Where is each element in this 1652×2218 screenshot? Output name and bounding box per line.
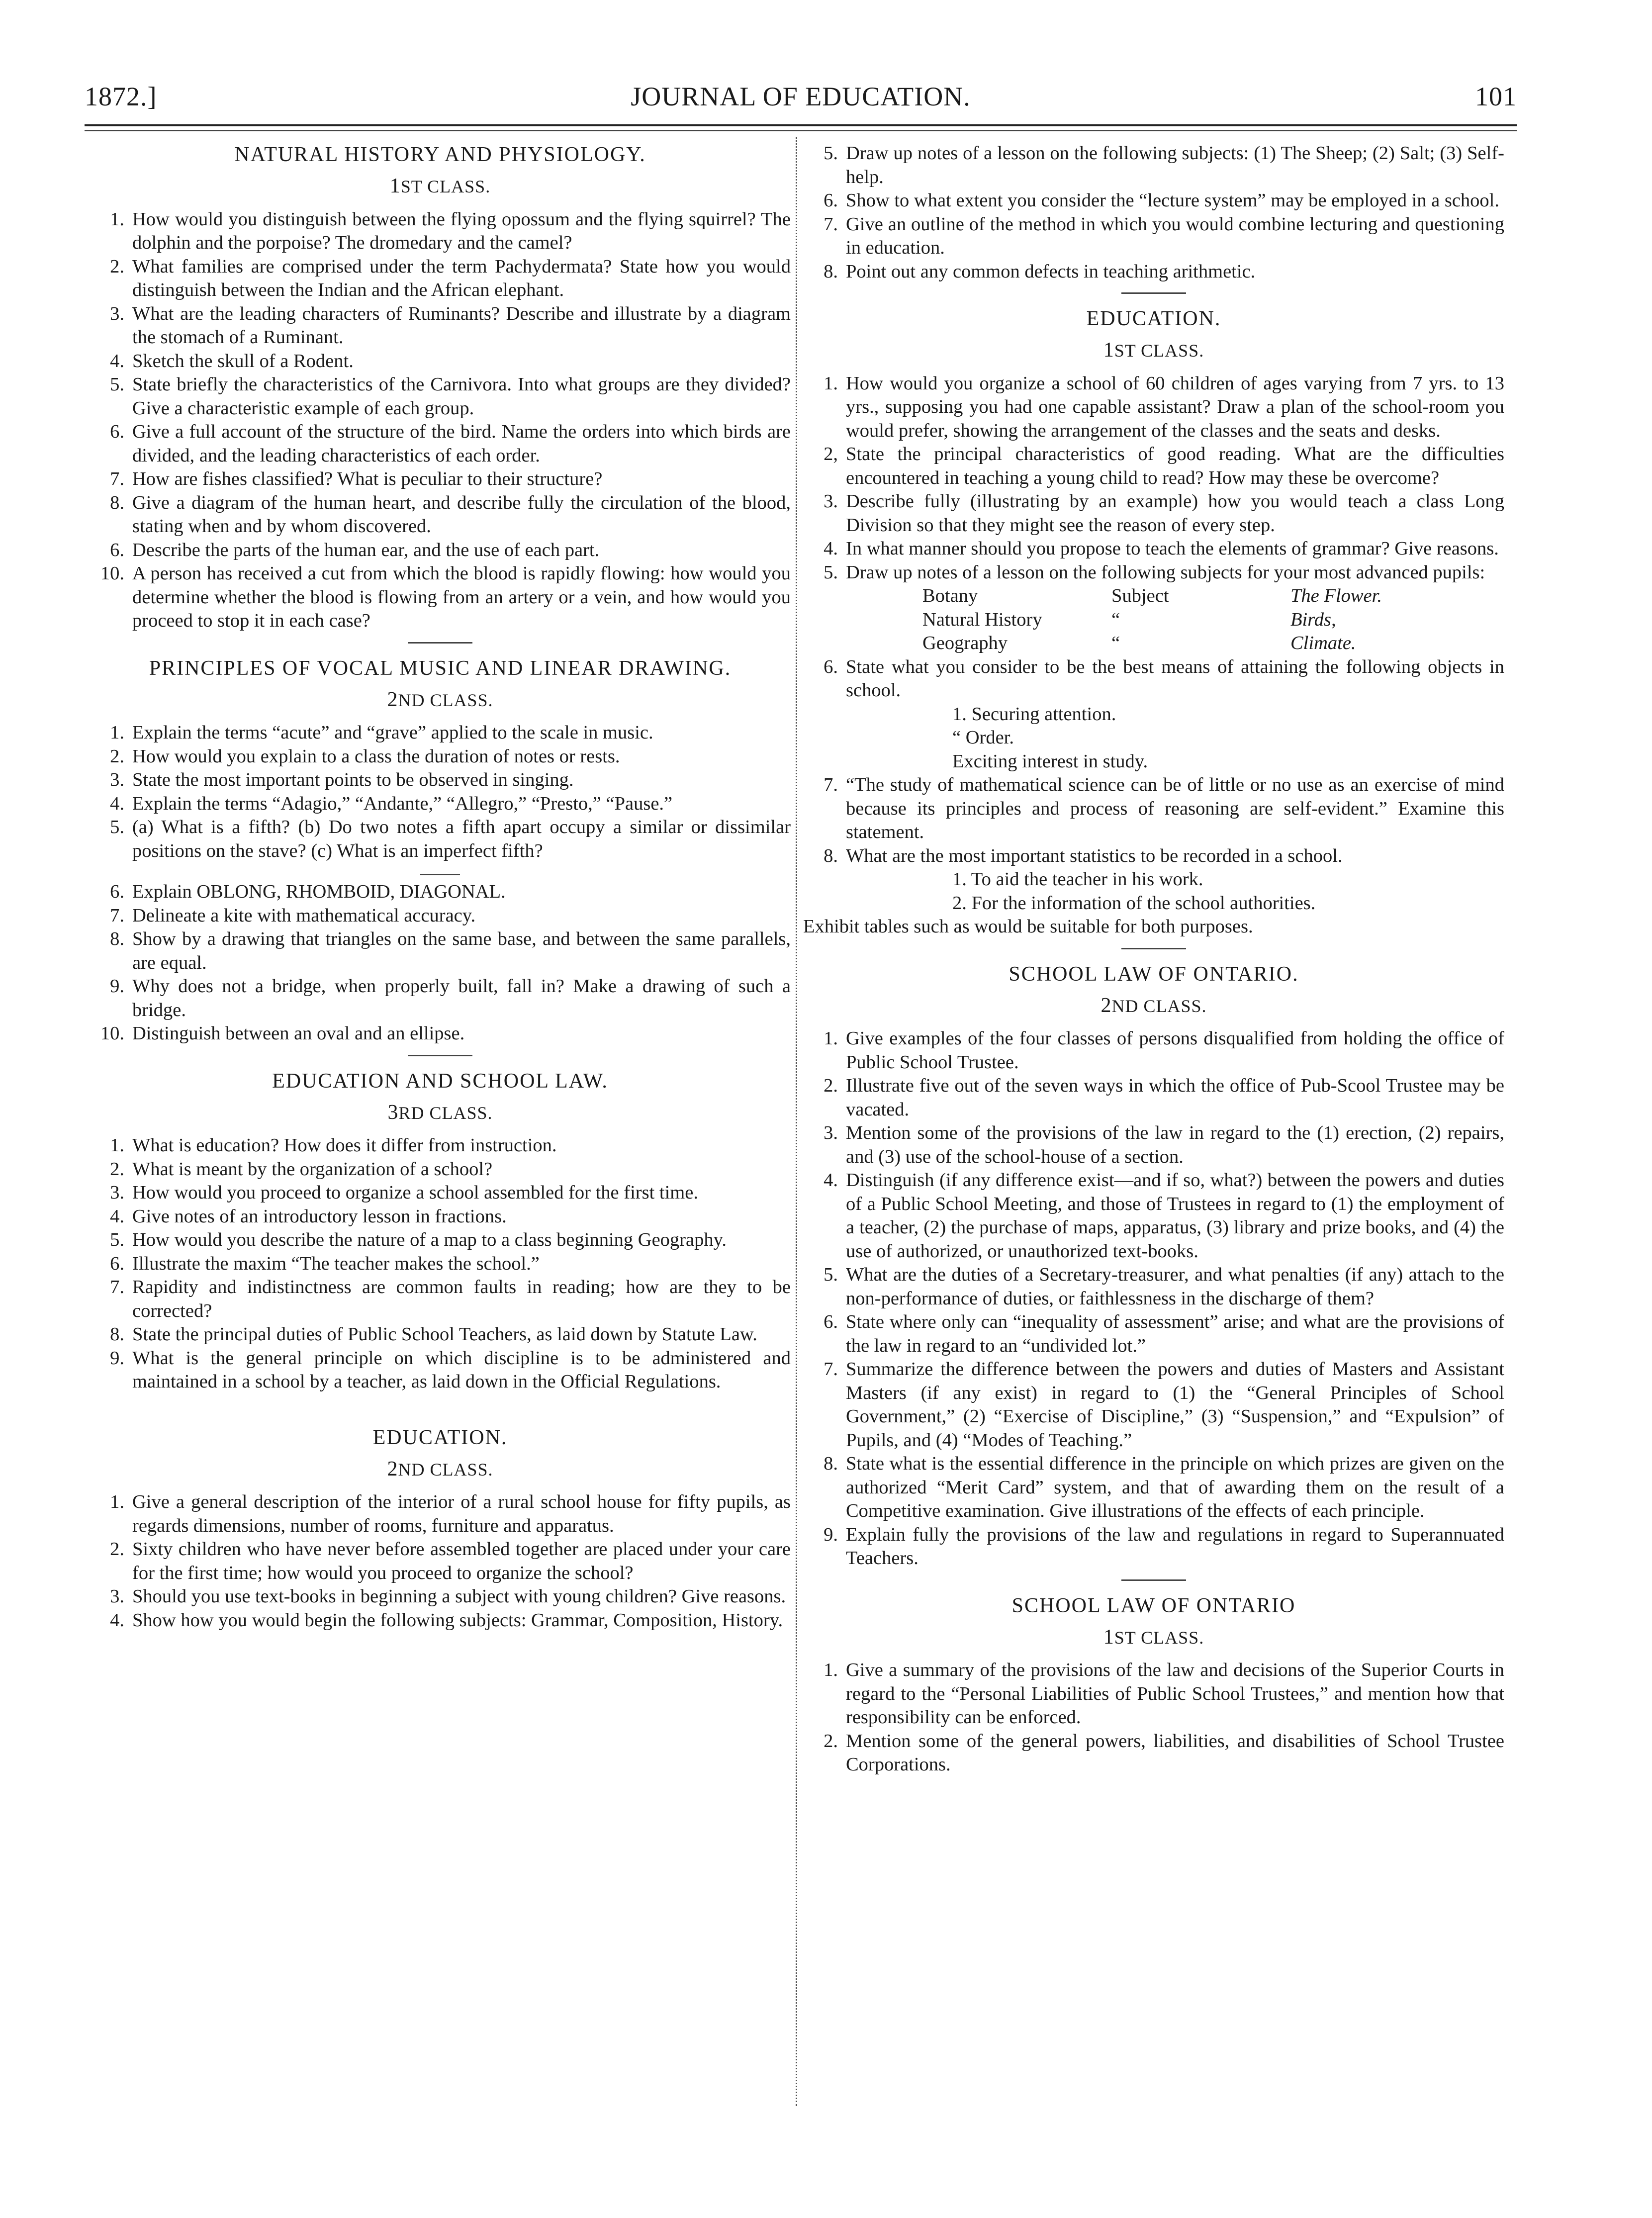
question-item bbox=[803, 1523, 1504, 1571]
question-text: What is the general principle on which discipline is to be administered and maintained in a school by a teacher, as laid down in the Official Regulations. bbox=[132, 1347, 791, 1392]
sub-item: 1. To aid the teacher in his work. bbox=[952, 869, 1203, 890]
question-text: How would you distinguish between the flying opossum and the flying squirrel? The dolphin and the porpoise? The dromedary and the camel? bbox=[132, 208, 791, 253]
question-item bbox=[90, 562, 791, 633]
question-item bbox=[90, 1134, 791, 1158]
question-item bbox=[90, 373, 791, 420]
question-number: 8. bbox=[110, 492, 124, 513]
section-title: SCHOOL LAW OF ONTARIO. bbox=[1009, 962, 1299, 986]
question-text: How are fishes classified? What is peculiar to their structure? bbox=[132, 468, 603, 489]
question-item bbox=[90, 467, 791, 491]
question-item bbox=[90, 1323, 791, 1347]
question-text: State the most important points to be observed in singing. bbox=[132, 769, 574, 790]
question-number: 1. bbox=[110, 1135, 124, 1156]
question-list bbox=[803, 372, 1504, 585]
question-item bbox=[803, 1169, 1504, 1263]
question-number: 6. bbox=[110, 539, 124, 560]
question-text: Give a summary of the provisions of the law and decisions of the Superior Courts in regard to the “Personal Liabilities of Public School Trustees,” and mention how that responsibility can be enforced. bbox=[846, 1660, 1504, 1728]
question-item bbox=[803, 1074, 1504, 1121]
question-text: A person has received a cut from which the blood is rapidly flowing: how would you determine whether the blood is flowing from an artery or a vein, and how would you proceed to stop it in each case? bbox=[132, 563, 791, 631]
question-text: State the principal duties of Public School Teachers, as laid down by Statute Law. bbox=[132, 1324, 757, 1345]
question-list bbox=[803, 773, 1504, 844]
question-number: 1. bbox=[824, 1028, 838, 1049]
question-text: Describe fully (illustrating by an example) how you would teach a class Long Division so that they might see the reason of every step. bbox=[846, 491, 1504, 536]
question-number: 3. bbox=[824, 491, 838, 512]
question-text: Should you use text-books in beginning a subject with young children? Give reasons. bbox=[132, 1586, 786, 1607]
question-text: Draw up notes of a lesson on the following subjects for your most advanced pupils: bbox=[846, 561, 1485, 583]
question-list bbox=[90, 880, 791, 1046]
question-item bbox=[90, 880, 791, 904]
question-number: 5. bbox=[824, 561, 838, 583]
sub-item: Exciting interest in study. bbox=[952, 750, 1148, 772]
question-number: 6. bbox=[110, 881, 124, 902]
question-text: What is meant by the organization of a school? bbox=[132, 1158, 493, 1180]
question-item bbox=[90, 255, 791, 302]
subject-cell: The Flower. bbox=[1290, 585, 1382, 606]
question-number: 6. bbox=[824, 1311, 838, 1332]
question-item bbox=[803, 655, 1504, 703]
subject-row bbox=[803, 608, 1504, 632]
question-number: 1. bbox=[110, 1491, 124, 1512]
question-text: Show how you would begin the following subjects: Grammar, Composition, History. bbox=[132, 1609, 783, 1631]
question-text: Point out any common defects in teaching arithmetic. bbox=[846, 261, 1256, 282]
section-title: EDUCATION AND SCHOOL LAW. bbox=[272, 1069, 608, 1093]
question-number: 7. bbox=[110, 468, 124, 489]
question-number: 6. bbox=[110, 1253, 124, 1274]
question-number: 2. bbox=[110, 745, 124, 767]
question-number: 9. bbox=[110, 1347, 124, 1369]
subject-cell: “ bbox=[1111, 633, 1120, 653]
question-text: Illustrate five out of the seven ways in which the office of Pub-Scool Trustee may be vacated. bbox=[846, 1075, 1504, 1120]
question-text: Why does not a bridge, when properly built, fall in? Make a drawing of such a bridge. bbox=[132, 976, 791, 1020]
question-text: Give a general description of the interior of a rural school house for fifty pupils, as regards dimensions, number of rooms, furniture and apparatus. bbox=[132, 1491, 791, 1536]
question-text: Give examples of the four classes of persons disqualified from holding the office of Public School Trustee. bbox=[846, 1028, 1504, 1073]
question-text: How would you organize a school of 60 children of ages varying from 7 yrs. to 13 yrs., supposing you had one capable assistant? Draw a plan of the school-room you would prefer, showing the arrangement of the classes and the seats and desks. bbox=[846, 372, 1504, 441]
question-text: Give notes of an introductory lesson in fractions. bbox=[132, 1205, 507, 1227]
question-item bbox=[803, 1659, 1504, 1730]
question-item bbox=[90, 1181, 791, 1205]
question-item bbox=[803, 142, 1504, 189]
section-rule bbox=[420, 874, 460, 875]
question-item bbox=[90, 1158, 791, 1182]
question-list bbox=[90, 1490, 791, 1632]
question-item bbox=[803, 260, 1504, 284]
question-item bbox=[90, 768, 791, 792]
question-item bbox=[90, 1205, 791, 1229]
question-item bbox=[90, 1538, 791, 1585]
question-list bbox=[90, 721, 791, 863]
question-item bbox=[90, 1585, 791, 1609]
question-number: 7. bbox=[824, 213, 838, 235]
question-list bbox=[803, 1659, 1504, 1777]
question-number: 7. bbox=[110, 1277, 124, 1297]
question-item bbox=[90, 721, 791, 745]
question-number: 5. bbox=[110, 374, 124, 395]
question-number: 3. bbox=[110, 1182, 124, 1203]
question-number: 2. bbox=[110, 1539, 124, 1560]
question-item bbox=[90, 927, 791, 975]
question-item bbox=[803, 1310, 1504, 1358]
section-title: EDUCATION. bbox=[372, 1426, 508, 1449]
subject-cell: “ bbox=[1111, 609, 1120, 630]
subject-cell: Climate. bbox=[1290, 633, 1356, 653]
question-number: 7. bbox=[824, 1359, 838, 1380]
class-label: 2ND CLASS. bbox=[387, 688, 493, 711]
question-number: 2. bbox=[824, 1730, 838, 1752]
question-text: State what is the essential difference in the principle on which prizes are given on the authorized “Merit Card” system, and that of awarding them on the result of a Competitive examination. Give illustrations of the effects of each principle. bbox=[846, 1453, 1504, 1521]
question-item bbox=[90, 975, 791, 1022]
question-text: Sixty children who have never before assembled together are placed under your care for the first time; how would you proceed to organize the school? bbox=[132, 1539, 791, 1583]
question-text: Delineate a kite with mathematical accuracy. bbox=[132, 905, 476, 926]
question-number: 8. bbox=[824, 261, 838, 282]
question-number: 8. bbox=[110, 928, 124, 949]
question-number: 4. bbox=[110, 350, 124, 371]
question-number: 3. bbox=[110, 303, 124, 324]
question-number: 1. bbox=[110, 722, 124, 743]
section-title: PRINCIPLES OF VOCAL MUSIC AND LINEAR DRAWING. bbox=[149, 656, 732, 680]
question-text: Summarize the difference between the powers and duties of Masters and Assistant Masters (if any exist) in regard to (1) the “General Principles of School Government,” (2) “Exercise of Discipline,” (3) “Suspension,” and “Expulsion” of Pupils, and (4) “Modes of Teaching.” bbox=[846, 1359, 1504, 1451]
question-number: 10. bbox=[100, 1023, 124, 1044]
question-text: What are the most important statistics to be recorded in a school. bbox=[846, 845, 1343, 866]
column-divider bbox=[796, 137, 798, 2106]
subject-row bbox=[803, 632, 1504, 655]
sub-item: “ Order. bbox=[952, 727, 1014, 748]
question-number: 8. bbox=[110, 1324, 124, 1345]
question-list bbox=[803, 844, 1504, 868]
question-list bbox=[90, 208, 791, 633]
question-text: What are the leading characters of Ruminants? Describe and illustrate by a diagram the stomach of a Ruminant. bbox=[132, 303, 791, 348]
question-item bbox=[803, 1263, 1504, 1310]
question-number: 9. bbox=[824, 1524, 838, 1545]
section-rule bbox=[1121, 292, 1186, 294]
question-item bbox=[90, 491, 791, 539]
question-number: 1. bbox=[824, 1660, 838, 1680]
question-number: 2. bbox=[110, 256, 124, 277]
question-item bbox=[803, 1027, 1504, 1074]
class-label: 1ST CLASS. bbox=[1103, 1625, 1204, 1649]
question-item bbox=[90, 792, 791, 816]
question-item bbox=[90, 1347, 791, 1394]
question-text: Illustrate the maxim “The teacher makes the school.” bbox=[132, 1253, 540, 1274]
question-number: 2. bbox=[824, 1075, 838, 1096]
question-text: Explain the terms “acute” and “grave” applied to the scale in music. bbox=[132, 722, 653, 743]
question-text: Explain the terms “Adagio,” “Andante,” “Allegro,” “Presto,” “Pause.” bbox=[132, 793, 673, 814]
question-number: 6. bbox=[824, 190, 838, 211]
class-label: 2ND CLASS. bbox=[1101, 994, 1207, 1017]
section-rule bbox=[1121, 1579, 1186, 1581]
question-number: 1. bbox=[824, 372, 838, 394]
question-text: Describe the parts of the human ear, and the use of each part. bbox=[132, 539, 600, 560]
question-number: 4. bbox=[110, 793, 124, 814]
question-list bbox=[803, 655, 1504, 703]
question-item bbox=[803, 1358, 1504, 1452]
section-rule bbox=[1121, 948, 1186, 949]
question-number: 5. bbox=[110, 817, 124, 837]
question-text: (a) What is a fifth? (b) Do two notes a fifth apart occupy a similar or dissimilar positions on the stave? (c) What is an imperfect fifth? bbox=[132, 817, 791, 861]
section-title: EDUCATION. bbox=[1086, 307, 1221, 330]
question-item bbox=[803, 189, 1504, 213]
question-number: 5. bbox=[824, 143, 838, 164]
question-text: State where only can “inequality of assessment” arise; and what are the provisions of the law in regard to an “undivided lot.” bbox=[846, 1311, 1504, 1356]
question-number: 6. bbox=[110, 421, 124, 442]
question-item bbox=[803, 213, 1504, 260]
question-text: Draw up notes of a lesson on the following subjects: (1) The Sheep; (2) Salt; (3) Self-help. bbox=[846, 143, 1504, 187]
question-number: 8. bbox=[824, 1453, 838, 1474]
question-item bbox=[90, 1490, 791, 1538]
sub-item-list bbox=[803, 703, 1504, 774]
question-text: What families are comprised under the term Pachydermata? State how you would distinguish between the Indian and the African elephant. bbox=[132, 256, 791, 300]
question-number: 7. bbox=[110, 905, 124, 926]
question-number: 4. bbox=[824, 538, 838, 559]
question-item bbox=[90, 1252, 791, 1276]
question-item bbox=[90, 1276, 791, 1323]
question-item bbox=[90, 904, 791, 928]
sub-item-list bbox=[803, 868, 1504, 915]
question-item bbox=[90, 1228, 791, 1252]
question-text: In what manner should you propose to teach the elements of grammar? Give reasons. bbox=[846, 538, 1499, 559]
question-item bbox=[90, 539, 791, 562]
question-text: Give a diagram of the human heart, and describe fully the circulation of the blood, stating when and by whom discovered. bbox=[132, 492, 791, 537]
class-label: 3RD CLASS. bbox=[387, 1101, 493, 1124]
subject-cell: Natural History bbox=[922, 609, 1042, 630]
question-text: Distinguish (if any difference exist—and if so, what?) between the powers and duties of a Public School Meeting, and those of Trustees in regard to (1) the employment of a teacher, (2) the purchase of maps, apparatus, (3) library and prize books, and (4) the use of authorized, or unauthorized text-books. bbox=[846, 1170, 1504, 1262]
question-item bbox=[90, 816, 791, 863]
question-number: 1. bbox=[110, 208, 124, 230]
question-text: Mention some of the general powers, liabilities, and disabilities of School Trustee Corporations. bbox=[846, 1730, 1504, 1775]
question-number: 8. bbox=[824, 845, 838, 866]
question-number: 4. bbox=[110, 1609, 124, 1631]
question-item bbox=[90, 208, 791, 255]
question-text: What is education? How does it differ from instruction. bbox=[132, 1135, 557, 1156]
question-item bbox=[90, 745, 791, 769]
question-item bbox=[803, 490, 1504, 537]
question-item bbox=[803, 561, 1504, 585]
question-text: Give an outline of the method in which you would combine lecturing and questioning in education. bbox=[846, 213, 1504, 258]
question-item bbox=[803, 372, 1504, 443]
question-number: 9. bbox=[110, 976, 124, 997]
header-rule bbox=[85, 124, 1517, 126]
question-text: Give a full account of the structure of the bird. Name the orders into which birds are divided, and the leading characteristics of each order. bbox=[132, 421, 791, 466]
section-rule bbox=[408, 1055, 472, 1056]
question-number: 6. bbox=[824, 656, 838, 677]
question-text: Mention some of the provisions of the law in regard to the (1) erection, (2) repairs, and (3) use of the school-house of a section. bbox=[846, 1122, 1504, 1167]
header-rule-thin bbox=[85, 130, 1517, 131]
question-item bbox=[803, 773, 1504, 844]
class-label: 2ND CLASS. bbox=[387, 1457, 493, 1480]
question-number: 4. bbox=[824, 1170, 838, 1191]
header-year: 1872.] bbox=[85, 82, 157, 111]
question-item bbox=[90, 1022, 791, 1046]
question-item bbox=[90, 1609, 791, 1633]
question-number: 2, bbox=[824, 444, 838, 464]
question-item bbox=[803, 1730, 1504, 1777]
question-item bbox=[803, 537, 1504, 561]
sub-item: 2. For the information of the school authorities. bbox=[952, 892, 1316, 914]
question-item bbox=[803, 1452, 1504, 1523]
section-rule bbox=[408, 642, 472, 644]
exhibit-note: Exhibit tables such as would be suitable for both purposes. bbox=[803, 916, 1253, 937]
question-number: 10. bbox=[100, 563, 124, 584]
question-list bbox=[803, 142, 1504, 283]
subject-cell: Geography bbox=[922, 633, 1008, 653]
question-item bbox=[803, 844, 1504, 868]
question-text: Rapidity and indistinctness are common faults in reading; how are they to be corrected? bbox=[132, 1277, 791, 1321]
subject-cell: Birds, bbox=[1290, 609, 1336, 630]
question-number: 3. bbox=[824, 1122, 838, 1143]
class-label: 1ST CLASS. bbox=[389, 175, 491, 197]
question-text: What are the duties of a Secretary-treasurer, and what penalties (if any) attach to the non-performance of duties, or faithlessness in the discharge of them? bbox=[846, 1264, 1504, 1309]
question-text: How would you proceed to organize a school assembled for the first time. bbox=[132, 1182, 698, 1203]
question-number: 4. bbox=[110, 1205, 124, 1227]
question-text: State what you consider to be the best means of attaining the following objects in school. bbox=[846, 656, 1504, 701]
question-text: Explain fully the provisions of the law and regulations in regard to Superannuated Teachers. bbox=[846, 1524, 1504, 1569]
question-number: 3. bbox=[110, 1586, 124, 1607]
header-page-number: 101 bbox=[1475, 82, 1517, 111]
right-column bbox=[803, 142, 1504, 1777]
question-text: Explain OBLONG, RHOMBOID, DIAGONAL. bbox=[132, 881, 506, 902]
question-text: Show to what extent you consider the “lecture system” may be employed in a school. bbox=[846, 190, 1500, 211]
question-number: 5. bbox=[824, 1264, 838, 1285]
subject-table bbox=[803, 584, 1504, 655]
header-title: JOURNAL OF EDUCATION. bbox=[631, 82, 971, 111]
question-number: 2. bbox=[110, 1158, 124, 1180]
class-label: 1ST CLASS. bbox=[1103, 339, 1204, 362]
sub-item: 1. Securing attention. bbox=[952, 703, 1116, 725]
question-text: “The study of mathematical science can be of little or no use as an exercise of mind because its principles and process of reasoning are self-evident.” Examine this statement. bbox=[846, 774, 1504, 842]
question-item bbox=[90, 350, 791, 373]
subject-cell: Botany bbox=[922, 585, 978, 606]
question-number: 7. bbox=[824, 774, 838, 795]
question-item bbox=[803, 1121, 1504, 1169]
section-title: NATURAL HISTORY AND PHYSIOLOGY. bbox=[234, 143, 646, 166]
question-number: 3. bbox=[110, 769, 124, 790]
question-item bbox=[90, 420, 791, 467]
question-item bbox=[803, 443, 1504, 490]
subject-row bbox=[803, 584, 1504, 608]
section-title: SCHOOL LAW OF ONTARIO bbox=[1011, 1594, 1296, 1617]
question-text: State the principal characteristics of good reading. What are the difficulties encountered in teaching a young child to read? How may these be overcome? bbox=[846, 444, 1504, 488]
left-column bbox=[90, 142, 791, 1632]
question-list bbox=[803, 1027, 1504, 1571]
page-header bbox=[85, 77, 1517, 122]
question-text: State briefly the characteristics of the Carnivora. Into what groups are they divided? Give a characteristic example of each group. bbox=[132, 374, 791, 419]
question-text: How would you explain to a class the duration of notes or rests. bbox=[132, 745, 620, 767]
question-text: Distinguish between an oval and an ellipse. bbox=[132, 1023, 465, 1044]
question-list bbox=[90, 1134, 791, 1394]
question-text: How would you describe the nature of a map to a class beginning Geography. bbox=[132, 1229, 727, 1250]
subject-cell: Subject bbox=[1111, 585, 1169, 606]
question-text: Sketch the skull of a Rodent. bbox=[132, 350, 354, 371]
question-text: Show by a drawing that triangles on the same base, and between the same parallels, are equal. bbox=[132, 928, 791, 973]
question-item bbox=[90, 302, 791, 350]
question-number: 5. bbox=[110, 1229, 124, 1250]
